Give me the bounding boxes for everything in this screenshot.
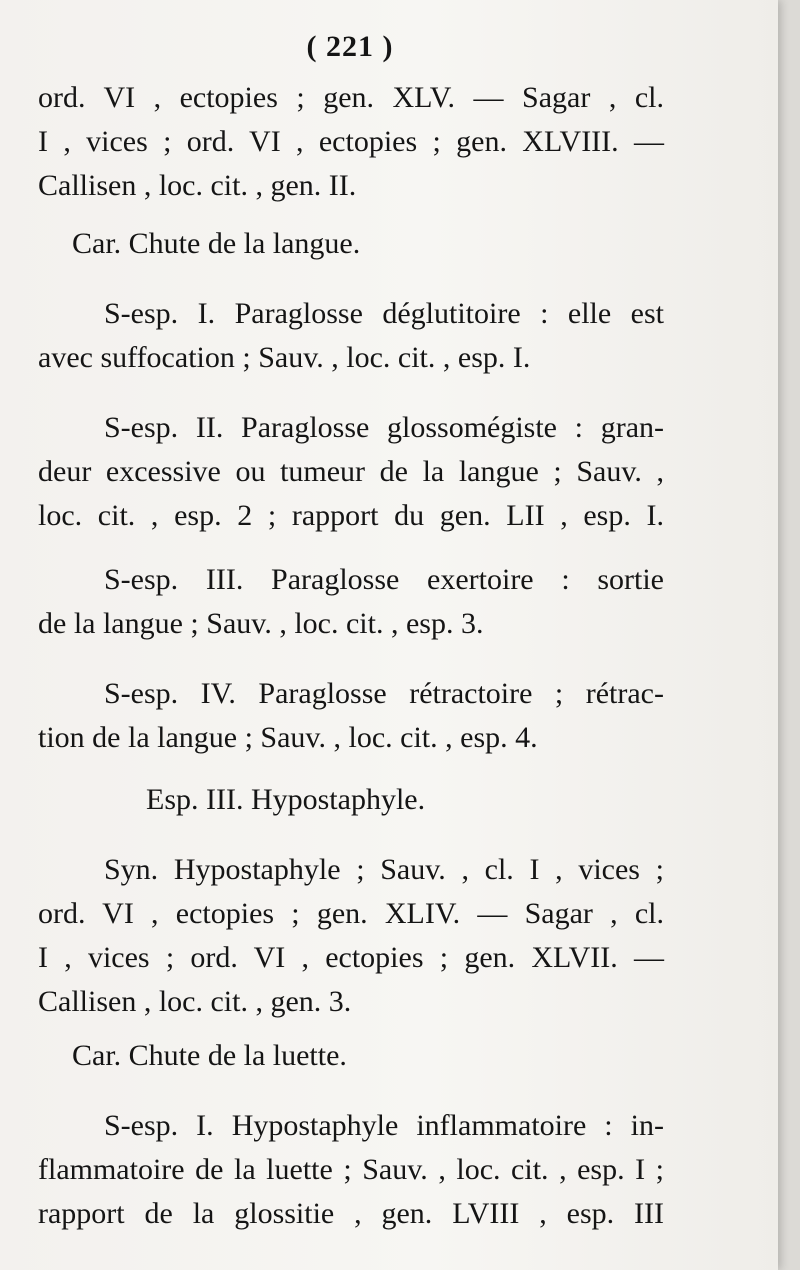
text-line-9: loc. cit. , esp. 2 ; rapport du gen. LII , esp. I. — [38, 499, 664, 532]
text-line-20: S-esp. I. Hypostaphyle inflammatoire : in- — [104, 1109, 664, 1142]
text-line-1: ord. VI , ectopies ; gen. XLV. — Sagar , cl. — [38, 81, 664, 114]
text-line-13: tion de la langue ; Sauv. , loc. cit. , esp. 4. — [38, 721, 538, 754]
text-line-21: flammatoire de la luette ; Sauv. , loc. cit. , esp. I ; — [38, 1153, 664, 1186]
text-line-7: S-esp. II. Paraglosse glossomégiste : gran- — [104, 411, 664, 444]
text-line-16: ord. VI , ectopies ; gen. XLIV. — Sagar , cl. — [38, 897, 664, 930]
text-line-8: deur excessive ou tumeur de la langue ; Sauv. , — [38, 455, 664, 488]
text-line-22: rapport de la glossitie , gen. LVIII , esp. III — [38, 1197, 664, 1230]
text-line-10: S-esp. III. Paraglosse exertoire : sortie — [104, 563, 664, 596]
page-number: ( 221 ) — [306, 30, 394, 63]
section-heading: Esp. III. Hypostaphyle. — [146, 783, 426, 816]
text-line-17: I , vices ; ord. VI , ectopies ; gen. XLVII. — — [38, 941, 664, 974]
text-line-3: Callisen , loc. cit. , gen. II. — [38, 169, 357, 202]
text-line-4: Car. Chute de la langue. — [72, 227, 361, 260]
text-line-2: I , vices ; ord. VI , ectopies ; gen. XLVIII. — — [38, 125, 664, 158]
text-line-11: de la langue ; Sauv. , loc. cit. , esp. 3. — [38, 607, 484, 640]
text-line-19: Car. Chute de la luette. — [72, 1039, 347, 1072]
text-line-18: Callisen , loc. cit. , gen. 3. — [38, 985, 352, 1018]
text-line-15: Syn. Hypostaphyle ; Sauv. , cl. I , vices ; — [104, 853, 664, 886]
text-line-6: avec suffocation ; Sauv. , loc. cit. , esp. I. — [38, 341, 531, 374]
text-line-5: S-esp. I. Paraglosse déglutitoire : elle est — [104, 297, 664, 330]
text-line-12: S-esp. IV. Paraglosse rétractoire ; rétrac- — [104, 677, 664, 710]
